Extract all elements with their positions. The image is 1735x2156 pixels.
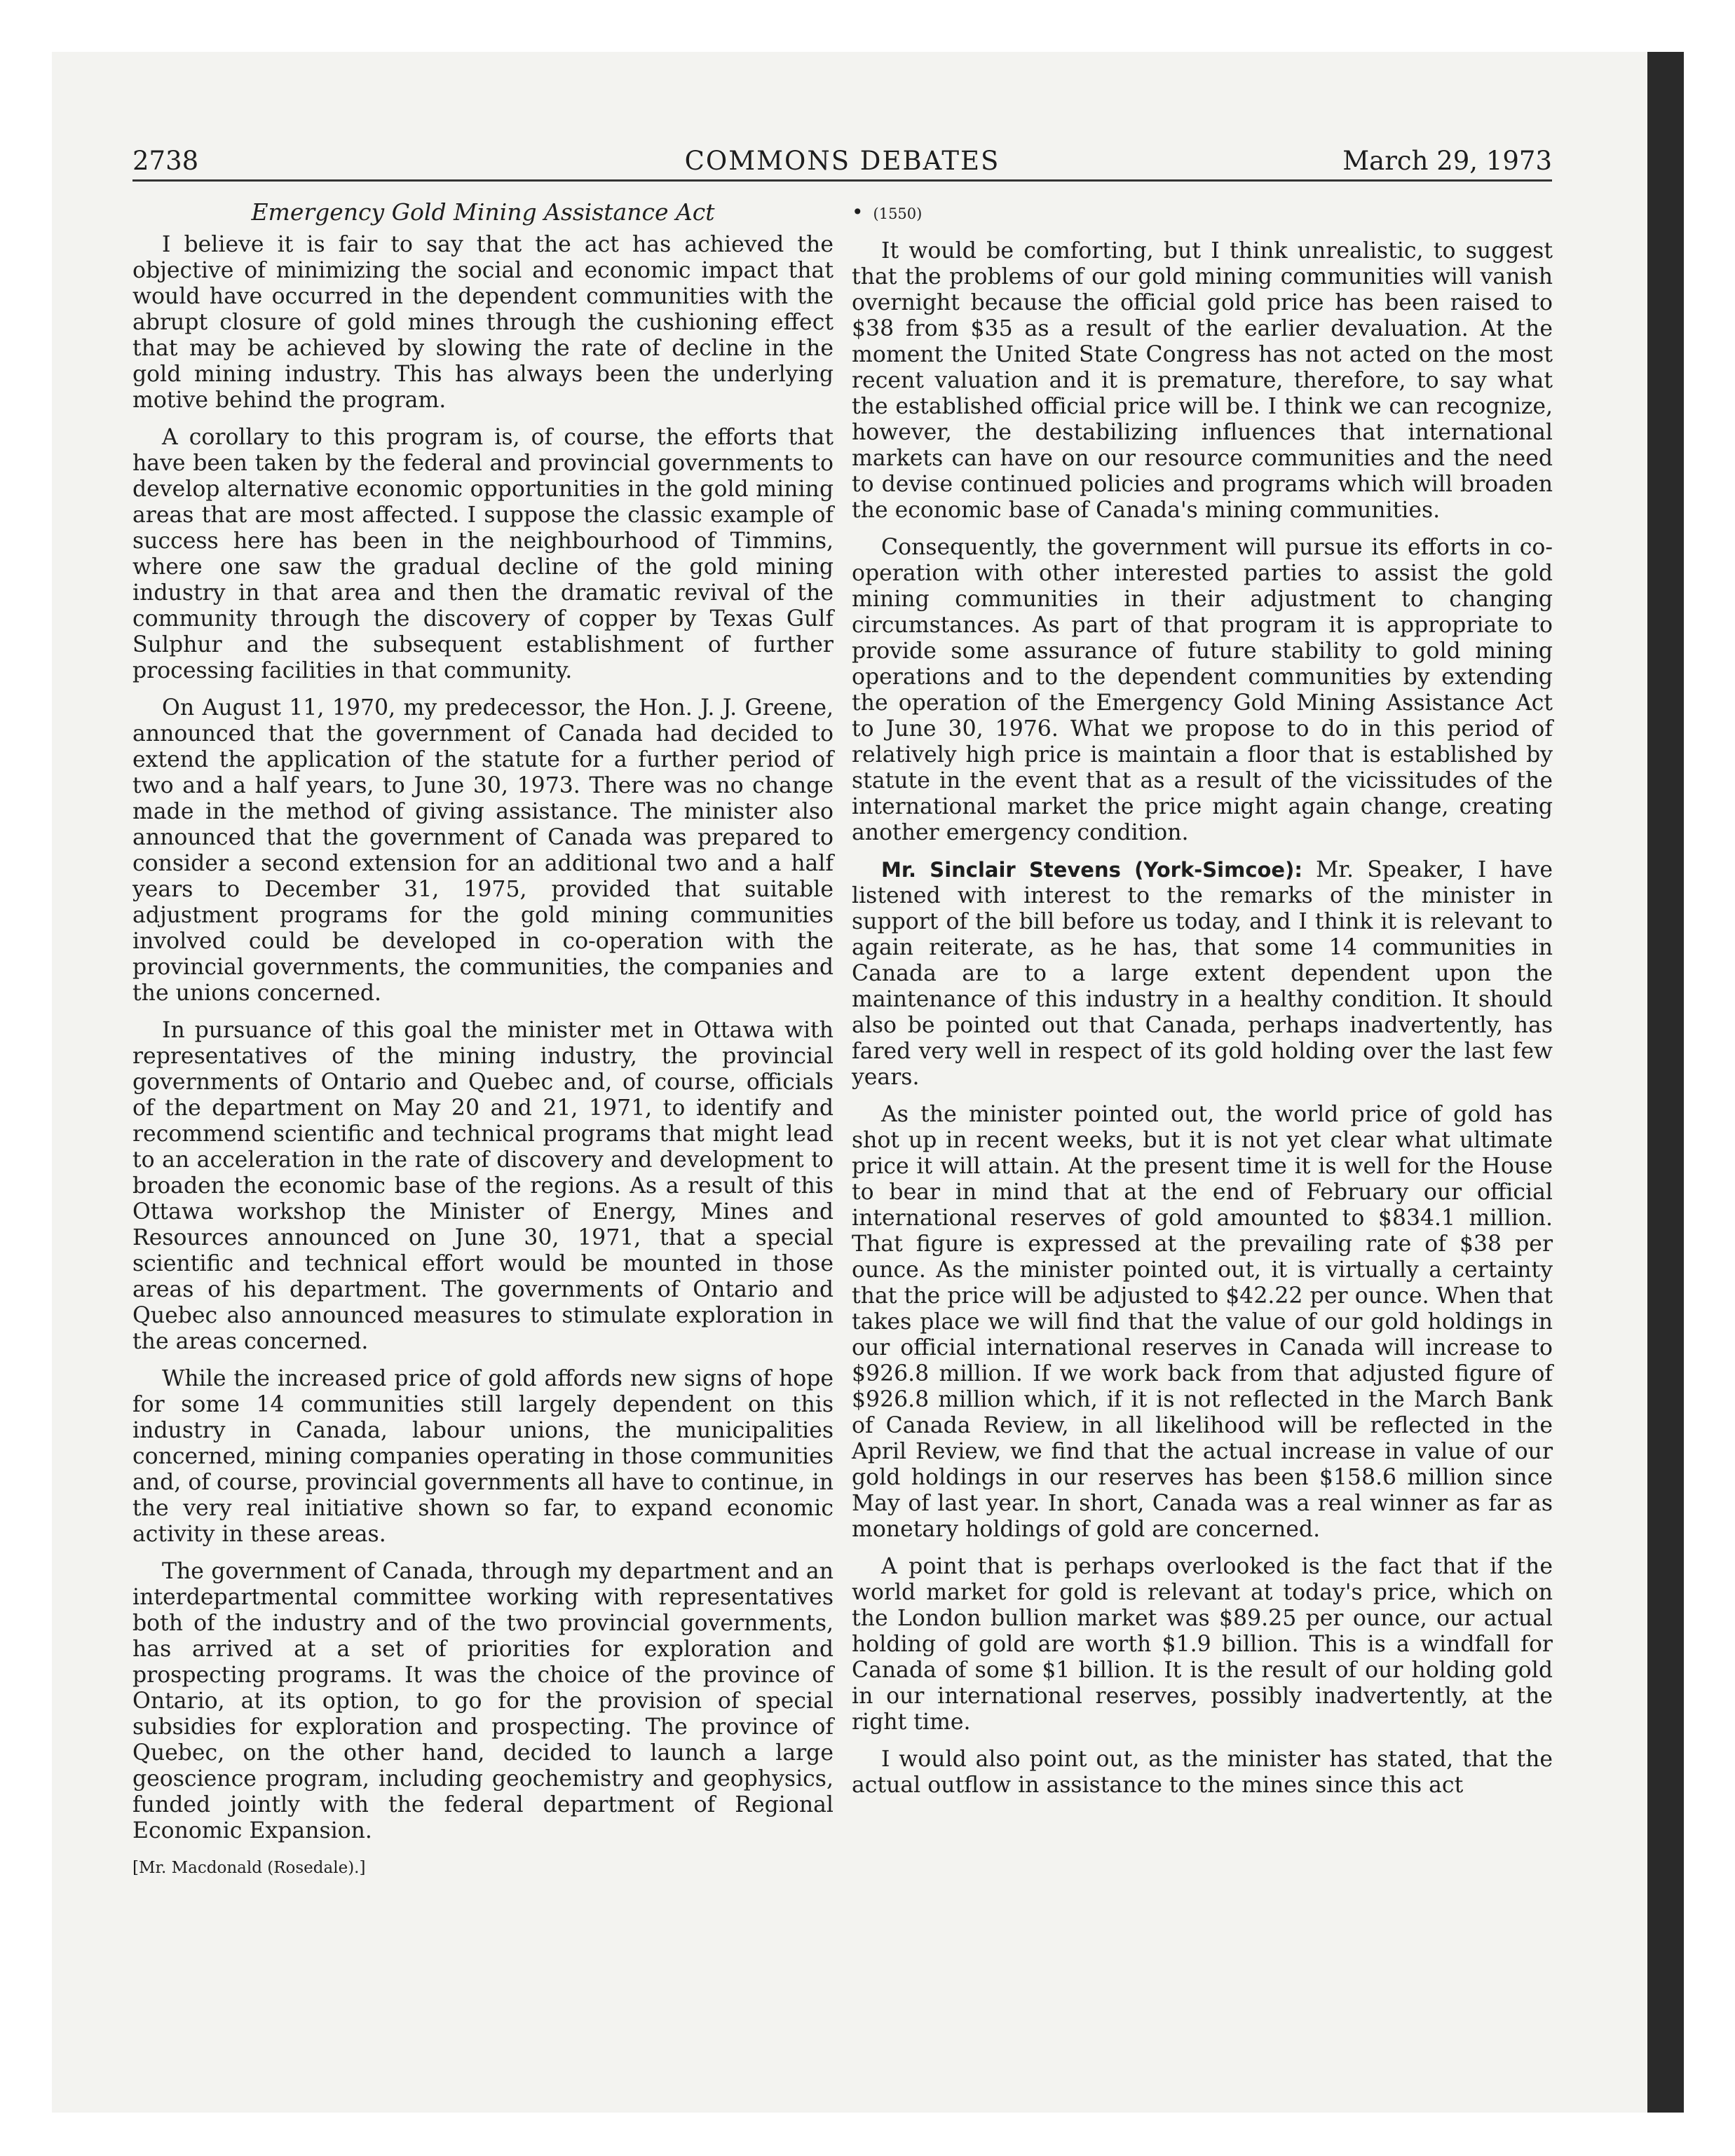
right-column [852, 199, 1553, 1810]
time-marker [852, 199, 1553, 227]
paragraph: In pursuance of this goal the minister met in Ottawa with representatives of the mining industry, the provincial governments of Ontario and Quebec and, of course, officials of the department on May 20 and 21, 1971, to identify and recommend scientific and technical programs that might lead to an acceleration in the rate of discovery and development to broaden the economic base of the regions. As a result of this Ottawa workshop the Minister of Energy, Mines and Resources announced on June 30, 1971, that a special scientific and technical effort would be mounted in those areas of his department. The governments of Ontario and Quebec also announced measures to stimulate exploration in the areas concerned. [132, 1018, 834, 1354]
paragraph: I believe it is fair to say that the act has achieved the objective of minimizing the social and economic impact that would have occurred in the dependent communities with the abrupt closure of gold mines through the cushioning effect that may be achieved by slowing the rate of decline in the gold mining industry. This has always been the underlying motive behind the program. [132, 232, 834, 413]
publication-title: COMMONS DEBATES [684, 146, 1000, 176]
paragraph: A corollary to this program is, of course, the efforts that have been taken by the federal and provincial governments to develop alternative economic opportunities in the gold mining areas that are most affected. I suppose the classic example of success here has been in the neighbourhood of Timmins, where one saw the gradual decline of the gold mining industry in that area and then the dramatic revival of the community through the discovery of copper by Texas Gulf Sulphur and the subsequent establishment of further processing facilities in that community. [132, 425, 834, 683]
paragraph: Consequently, the government will pursue its efforts in co-operation with other interested parties to assist the gold mining communities in their adjustment to changing circumstances. As part of that program it is appropriate to provide some assurance of future stability to gold mining operations and to the dependent communities by extending the operation of the Emergency Gold Mining Assistance Act to June 30, 1976. What we propose to do in this period of relatively high price is maintain a floor that is established by statute in the event that as a result of the vicissitudes of the international market the price might again change, creating another emergency condition. [852, 535, 1553, 845]
speaker-paragraph [852, 857, 1553, 1091]
paragraph: I would also point out, as the minister has stated, that the actual outflow in assistance to the mines since this act [852, 1747, 1553, 1798]
speaker-attribution: [Mr. Macdonald (Rosedale).] [132, 1859, 366, 1877]
header-date: March 29, 1973 [1342, 146, 1552, 176]
page-header [132, 146, 1552, 182]
section-subtitle: Emergency Gold Mining Assistance Act [251, 198, 715, 226]
scan-edge-shadow [1647, 52, 1684, 2113]
paragraph: As the minister pointed out, the world price of gold has shot up in recent weeks, but it is not yet clear what ultimate price it will attain. At the present time it is well for the House to bear in mind that at the end of February our official international reserves of gold amounted to $834.1 million. That figure is expressed at the prevailing rate of $38 per ounce. As the minister pointed out, it is virtually a certainty that the price will be adjusted to $42.22 per ounce. When that takes place we will find that the value of our gold holdings in our official international reserves in Canada will increase to $926.8 million. If we work back from that adjusted figure of $926.8 million which, if it is not reflected in the March Bank of Canada Review, in all likelihood will be reflected in the April Review, we find that the actual increase in value of our gold holdings in our reserves has been $158.6 million since May of last year. In short, Canada was a real winner as far as monetary holdings of gold are concerned. [852, 1102, 1553, 1542]
speaker-name: Mr. Sinclair Stevens (York-Simcoe): [881, 858, 1302, 882]
page-number: 2738 [132, 146, 199, 176]
paragraph: On August 11, 1970, my predecessor, the Hon. J. J. Greene, announced that the government of Canada had decided to extend the application of the statute for a further period of two and a half years, to June 30, 1973. There was no change made in the method of giving assistance. The minister also announced that the government of Canada was prepared to consider a second extension for an additional two and a half years to December 31, 1975, provided that suitable adjustment programs for the gold mining communities involved could be developed in co-operation with the provincial governments, the communities, the companies and the unions concerned. [132, 695, 834, 1006]
paragraph: While the increased price of gold affords new signs of hope for some 14 communities still largely dependent on this industry in Canada, labour unions, the municipalities concerned, mining companies operating in those communities and, of course, provincial governments all have to continue, in the very real initiative shown so far, to expand economic activity in these areas. [132, 1366, 834, 1547]
left-column [132, 199, 834, 1881]
speaker-text: Mr. Speaker, I have listened with interest to the remarks of the minister in support of the bill before us today, and I think it is relevant to again reiterate, as he has, that some 14 communities in Canada are to a large extent dependent upon the maintenance of this industry in a healthy condition. It should also be pointed out that Canada, perhaps inadvertently, has fared very well in respect of its gold holding over the last few years. [852, 857, 1553, 1090]
paragraph: The government of Canada, through my department and an interdepartmental committee working with representatives both of the industry and of the two provincial governments, has arrived at a set of priorities for exploration and prospecting programs. It was the choice of the province of Ontario, at its option, to go for the provision of special subsidies for exploration and prospecting. The province of Quebec, on the other hand, decided to launch a large geoscience program, including geochemistry and geophysics, funded jointly with the federal department of Regional Economic Expansion. [132, 1559, 834, 1843]
timestamp: (1550) [873, 205, 923, 222]
paragraph: A point that is perhaps overlooked is the fact that if the world market for gold is relevant at today's price, which on the London bullion market was $89.25 per ounce, our actual holding of gold are worth $1.9 billion. This is a windfall for Canada of some $1 billion. It is the result of our holding gold in our international reserves, possibly inadvertently, at the right time. [852, 1554, 1553, 1735]
bullet-icon: • [852, 200, 864, 224]
paragraph: It would be comforting, but I think unrealistic, to suggest that the problems of our gold mining communities will vanish overnight because the official gold price has been raised to $38 from $35 as a result of the earlier devaluation. At the moment the United State Congress has not acted on the most recent valuation and it is premature, therefore, to say what the established official price will be. I think we can recognize, however, the destabilizing influences that international markets can have on our resource communities and the need to devise continued policies and programs which will broaden the economic base of Canada's mining communities. [852, 238, 1553, 523]
